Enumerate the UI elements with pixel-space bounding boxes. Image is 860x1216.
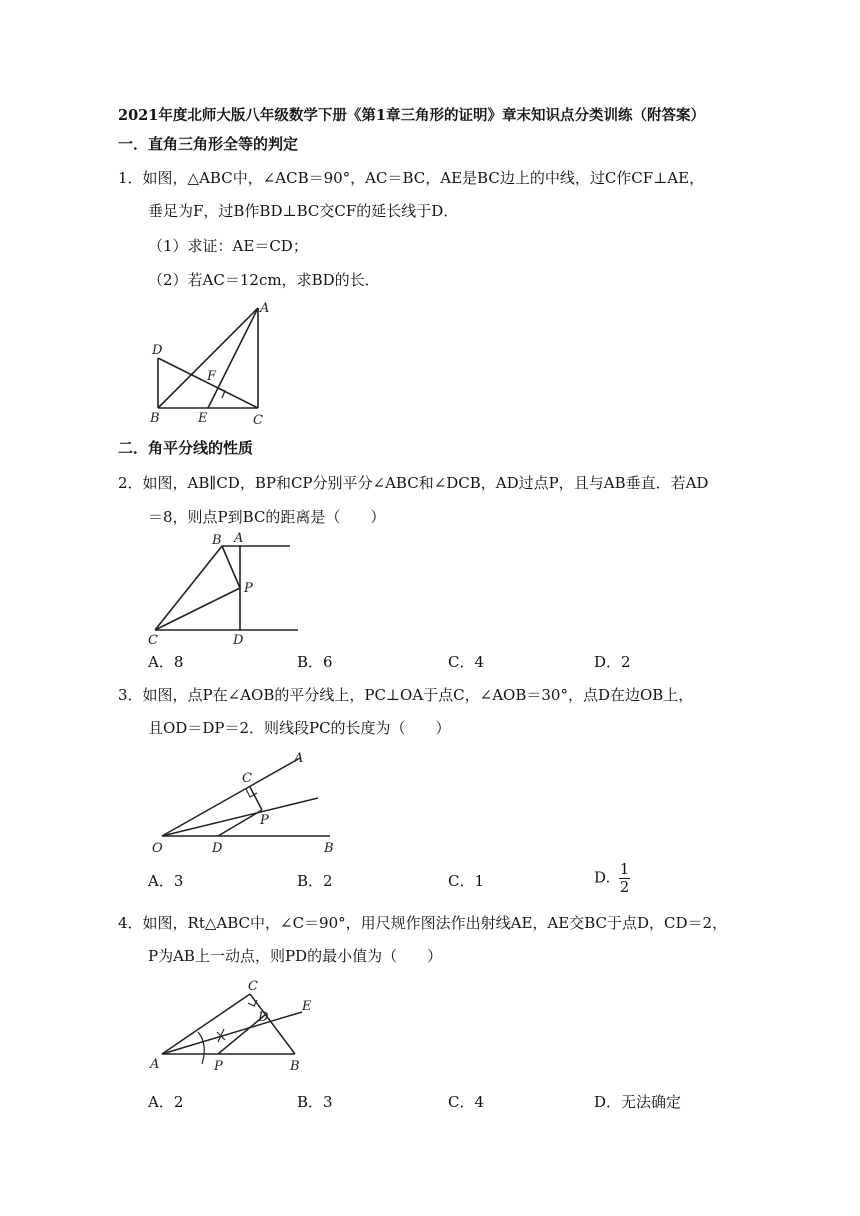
bisector-op: [162, 798, 318, 836]
segment-bc: [155, 546, 222, 630]
q2-option-d[interactable]: D．2: [594, 653, 631, 671]
q2-option-a[interactable]: A．8: [148, 653, 184, 671]
q1-stem-line1: 1．如图，△ABC中，∠ACB＝90°，AC＝BC，AE是BC边上的中线，过C作CF⊥AE，: [118, 169, 705, 187]
q1-subquestion-1: （1）求证：AE＝CD；: [148, 237, 308, 255]
q2-option-b[interactable]: B．6: [297, 653, 333, 671]
ray-ae: [162, 1012, 302, 1054]
label-a: A: [294, 751, 304, 766]
label-c: C: [242, 771, 252, 786]
q1-figure: [140, 298, 280, 428]
label-p: P: [244, 581, 253, 596]
q4-option-a[interactable]: A．2: [148, 1093, 184, 1111]
label-c: C: [148, 633, 158, 648]
label-d: D: [258, 1010, 269, 1025]
q4-figure: [140, 974, 330, 1078]
q3-figure: [140, 748, 340, 858]
fraction-denominator: 2: [619, 878, 630, 896]
section-heading-2: 二．角平分线的性质: [118, 439, 254, 457]
label-a: A: [234, 531, 244, 546]
q3-option-b[interactable]: B．2: [297, 872, 333, 890]
q3-stem-line1: 3．如图，点P在∠AOB的平分线上，PC⊥OA于点C，∠AOB＝30°，点D在边OB上，: [118, 686, 694, 704]
label-d: D: [212, 841, 223, 856]
segment-ae: [208, 308, 258, 408]
segment-bp: [222, 546, 240, 588]
ray-oa: [162, 758, 300, 836]
q1-subquestion-2: （2）若AC＝12cm，求BD的长．: [148, 271, 380, 289]
segment-ac: [162, 994, 250, 1054]
q3-stem-line2: 且OD＝DP＝2．则线段PC的长度为（ ）: [148, 719, 451, 737]
q2-figure: [140, 530, 310, 650]
q3-option-d-letter: D.: [594, 868, 611, 887]
label-a: A: [260, 301, 270, 316]
q4-option-b[interactable]: B．3: [297, 1093, 333, 1111]
label-d: D: [233, 633, 244, 648]
label-b: B: [290, 1059, 300, 1074]
label-c: C: [248, 979, 258, 994]
label-c: C: [253, 413, 263, 428]
q2-stem-line2: ＝8，则点P到BC的距离是（ ）: [148, 508, 386, 526]
label-b: B: [150, 411, 160, 426]
q4-stem-line2: P为AB上一动点，则PD的最小值为（ ）: [148, 947, 443, 965]
segment-pc: [250, 787, 262, 810]
q4-option-c[interactable]: C．4: [448, 1093, 485, 1111]
label-e: E: [198, 411, 208, 426]
q3-option-c[interactable]: C．1: [448, 872, 485, 890]
q3-option-a[interactable]: A．3: [148, 872, 184, 890]
right-angle-mark-f: [218, 388, 225, 398]
segment-ab: [158, 308, 258, 408]
segment-cp: [155, 588, 240, 630]
q2-stem-line1: 2．如图，AB∥CD，BP和CP分别平分∠ABC和∠DCB，AD过点P，且与AB垂直．若AD: [118, 474, 709, 492]
section-heading-1: 一．直角三角形全等的判定: [118, 135, 299, 153]
label-p: P: [214, 1059, 223, 1074]
q3-option-d-fraction: [619, 862, 630, 895]
compass-arc: [198, 1032, 204, 1064]
q1-stem-line2: 垂足为F，过B作BD⊥BC交CF的延长线于D．: [148, 202, 459, 220]
label-d: D: [152, 343, 163, 358]
segment-dp: [218, 810, 262, 836]
segment-cb: [250, 994, 295, 1054]
q2-option-c[interactable]: C．4: [448, 653, 485, 671]
label-a: A: [150, 1057, 160, 1072]
q4-stem-line1: 4．如图，Rt△ABC中，∠C＝90°，用尺规作图法作出射线AE，AE交BC于点D，CD＝2，: [118, 914, 728, 932]
fraction-numerator: 1: [619, 860, 630, 878]
document-title: 2021年度北师大版八年级数学下册《第1章三角形的证明》章末知识点分类训练（附答案）: [118, 107, 705, 124]
label-e: E: [302, 999, 312, 1014]
label-b: B: [324, 841, 334, 856]
q4-option-d[interactable]: D．无法确定: [594, 1093, 682, 1111]
label-o: O: [152, 841, 163, 856]
label-p: P: [260, 813, 269, 828]
label-f: F: [207, 369, 217, 384]
label-b: B: [212, 533, 222, 548]
q3-option-d[interactable]: [594, 862, 630, 895]
